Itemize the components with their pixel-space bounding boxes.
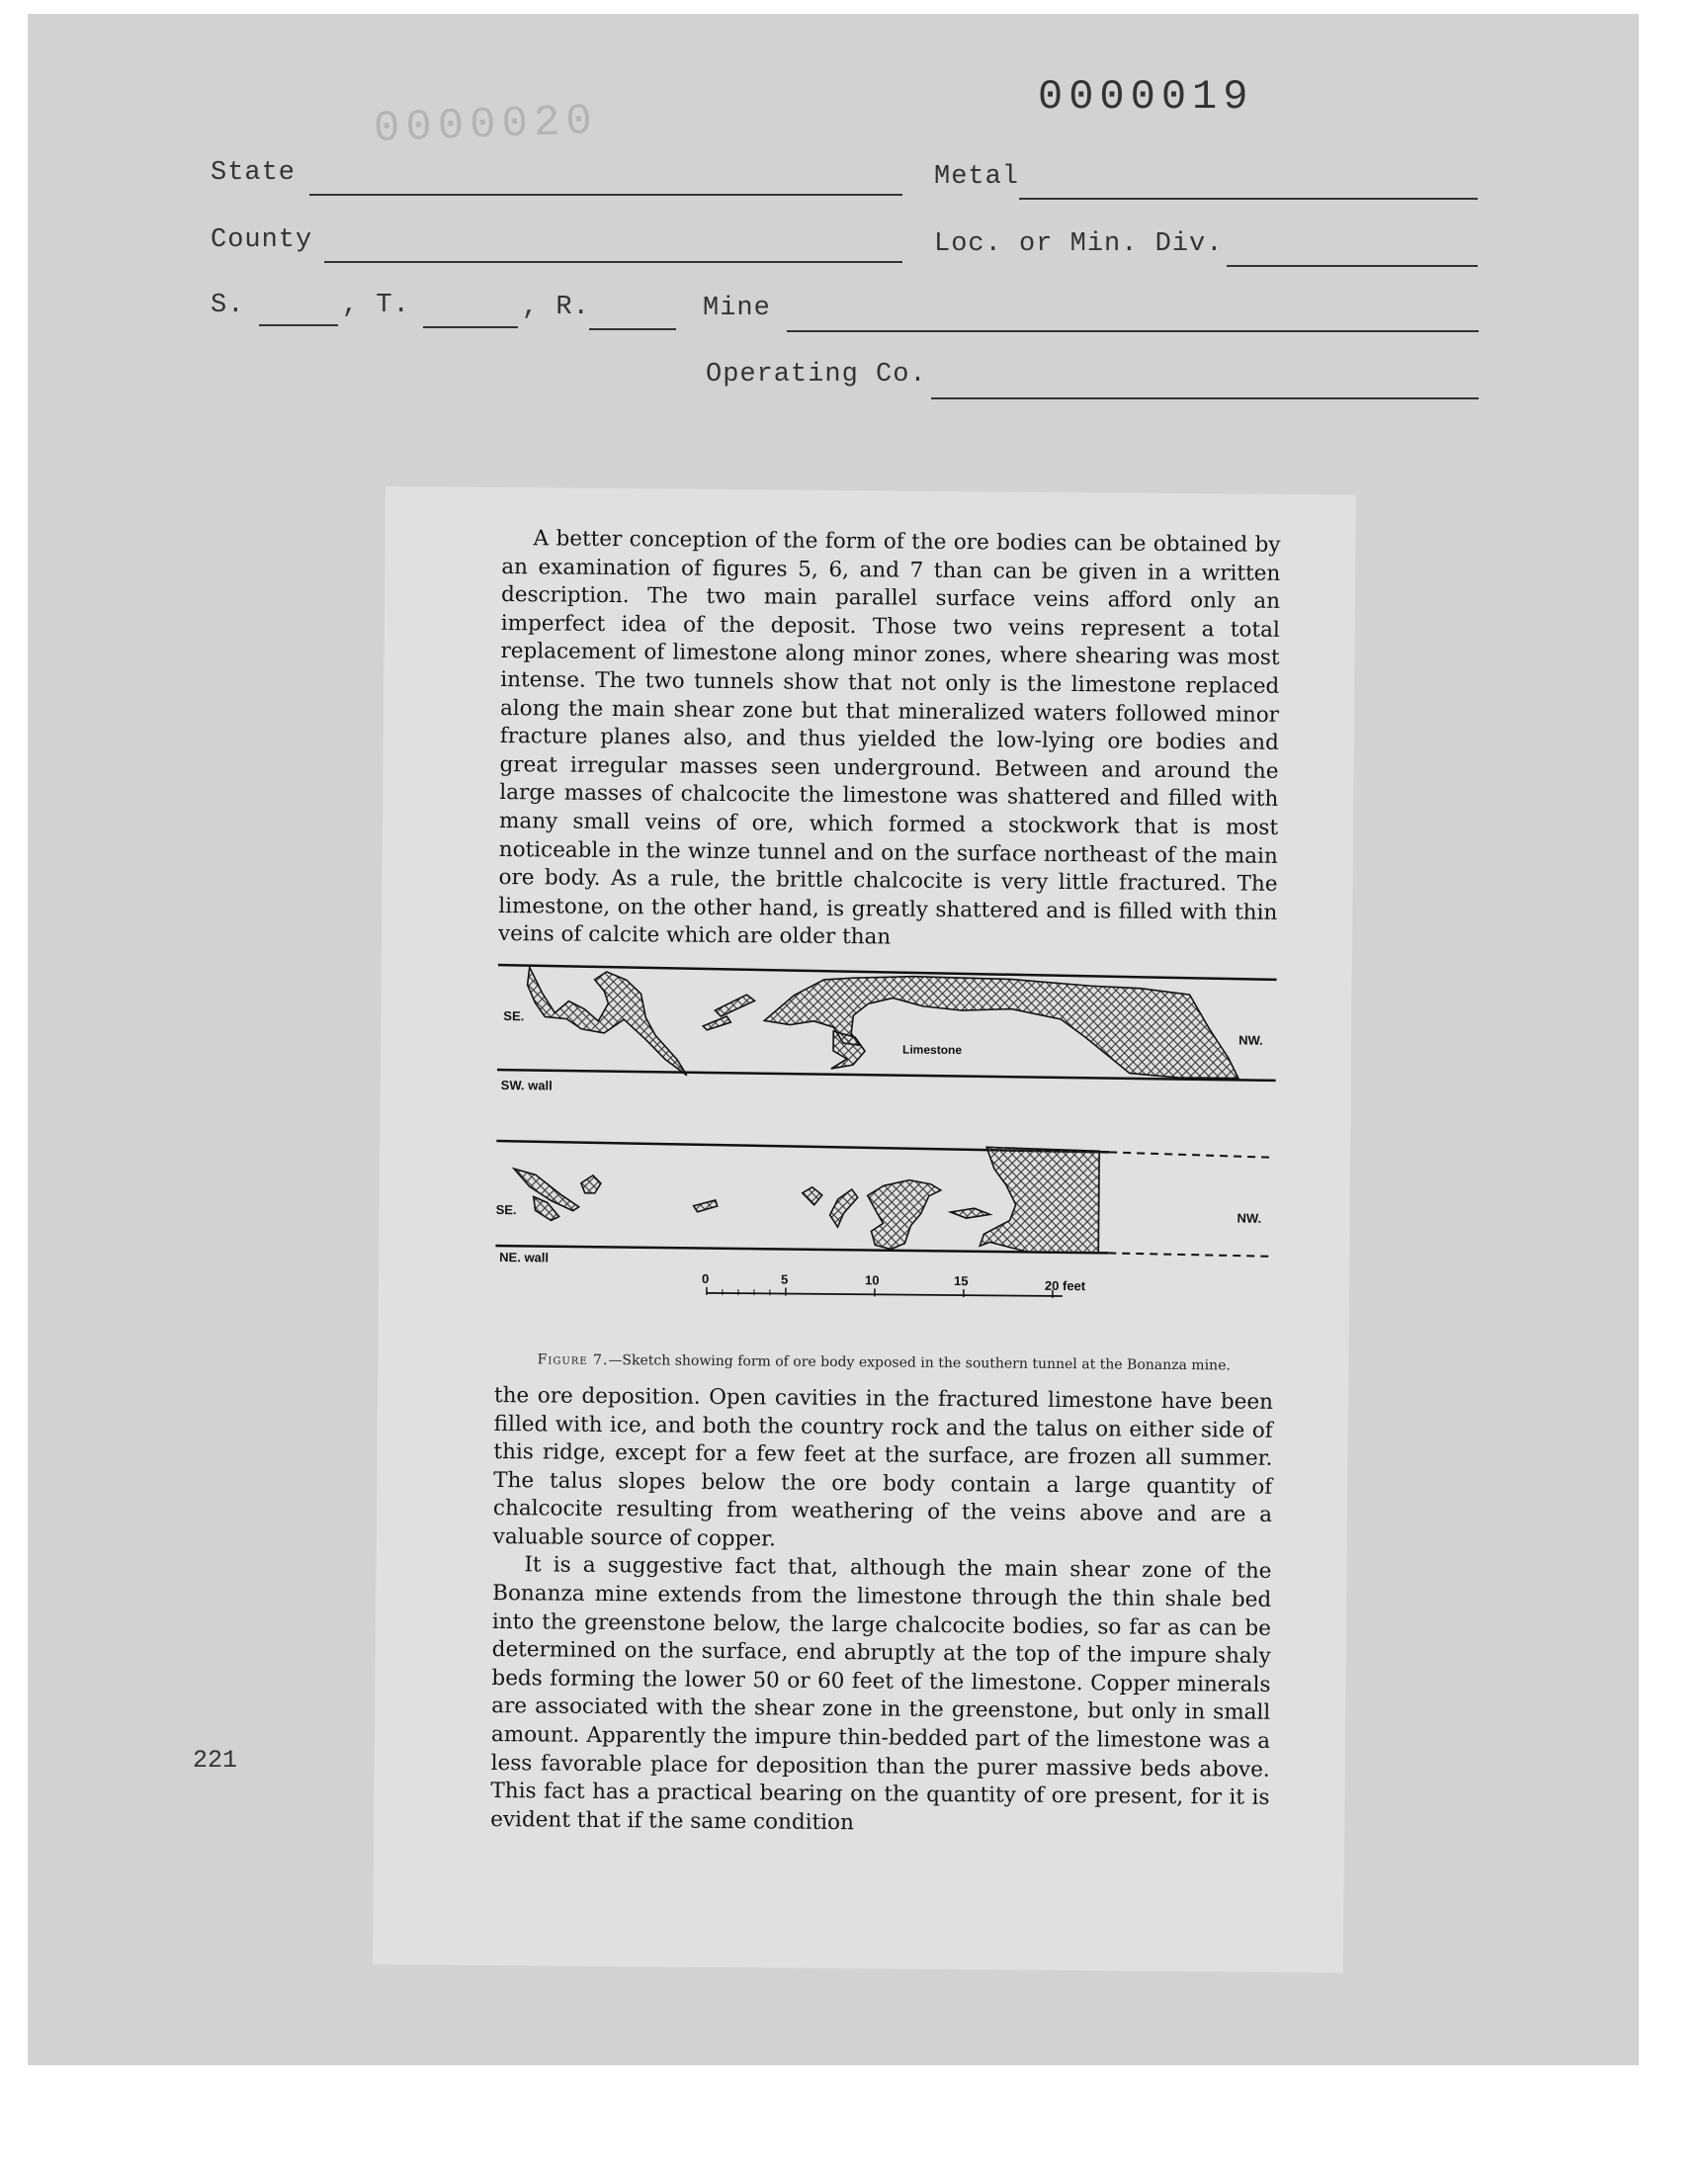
scale-bar-line <box>707 1293 1063 1296</box>
lower-ore-lens-5 <box>803 1187 822 1205</box>
upper-se-label: SE. <box>503 1007 525 1024</box>
article-paragraph-3: It is a suggestive fact that, although the main shear zone of the Bonanza mine extends from the limestone through the thin shale bed into the greenstone below, the large chalcocite bodies, so far as can be determined on the surface, end abruptly at the top of the impure shaly beds forming the lower 50 or 60 feet of the limestone. Copper minerals are associated with the shear zone in the greenstone, but only in small amount. Apparently the impure thin-bedded part of the limestone was a less favorable place for deposition than the purer massive beds above. This fact has a practical bearing on the quantity of ore present, for it is evident that if the same condition <box>490 1552 1272 1835</box>
article-clipping <box>373 486 1356 1973</box>
lower-nw-label: NW. <box>1237 1210 1262 1226</box>
article-paragraph-1: A better conception of the form of the ore bodies can be obtained by an examination of figures 5, 6, and 7 than can be given in a written description. The two main parallel surface veins afford only an imperfect idea of the deposit. Those two veins represent a total replacement of limestone along minor zones, where shearing was most intense. The two tunnels show that not only is the limestone replaced along the main shear zone but that mineralized waters followed minor fracture planes also, and thus yielded the low-lying ore bodies and great irregular masses seen underground. Between and around the large masses of chalcocite the limestone was shattered and filled with many small veins of ore, which formed a stockwork that is most noticeable in the winze tunnel and on the surface northeast of the main ore body. As a rule, the brittle chalcocite is very little fractured. The limestone, on the other hand, is greatly shattered and is filled with thin veins of calcite which are older than <box>497 526 1281 950</box>
figure-caption-prefix: Figure 7. <box>537 1351 609 1368</box>
scale-tick-15: 15 <box>953 1272 969 1289</box>
figure-caption-text: —Sketch showing form of ore body exposed in the southern tunnel at the Bonanza mine. <box>608 1351 1231 1374</box>
article-paragraph-2: the ore deposition. Open cavities in the fractured limestone have been filled with ice, and both the country rock and the talus on either side of this ridge, except for a few feet at the surface, are frozen all summer. The talus slopes below the ore body contain a large quantity of chalcocite resulting from weathering of the veins above and are a valuable source of copper. <box>492 1382 1274 1552</box>
operating-co-field-line[interactable] <box>931 397 1479 399</box>
state-field-line[interactable] <box>309 194 902 196</box>
state-label: State <box>211 158 297 188</box>
upper-nw-label: NW. <box>1238 1032 1263 1048</box>
sw-wall-label: SW. wall <box>500 1077 553 1093</box>
lower-ore-lens-4 <box>694 1200 718 1212</box>
lower-ore-lens-3 <box>581 1175 601 1193</box>
document-stamp-number: 0000019 <box>1038 73 1254 121</box>
loc-label: Loc. or Min. Div. <box>934 229 1224 259</box>
figure-caption <box>504 1350 1263 1375</box>
lower-ore-lens-6 <box>829 1189 857 1227</box>
figure-7 <box>494 963 1276 1348</box>
lower-tunnel-floor-dashed <box>1108 1253 1274 1256</box>
scale-bar <box>702 1271 1086 1298</box>
page-number: 221 <box>193 1746 238 1775</box>
upper-ore-lens-2 <box>703 1016 730 1030</box>
ne-wall-label: NE. wall <box>499 1249 550 1265</box>
operating-co-label: Operating Co. <box>706 360 927 390</box>
county-label: County <box>211 225 313 255</box>
lower-tunnel-roof-dashed <box>1109 1152 1275 1157</box>
scale-tick-0: 0 <box>701 1270 710 1286</box>
township-label: , T. <box>342 291 410 320</box>
section-label: S. <box>211 291 245 320</box>
upper-ore-lens-1 <box>715 995 754 1016</box>
mine-field-line[interactable] <box>787 330 1479 332</box>
scale-tick-5: 5 <box>780 1271 789 1287</box>
metal-label: Metal <box>934 162 1020 192</box>
upper-ore-body-main <box>764 975 1239 1078</box>
lower-ore-body-mid <box>867 1179 941 1250</box>
loc-field-line[interactable] <box>1227 265 1478 267</box>
mine-label: Mine <box>703 294 771 323</box>
lower-ore-body-main <box>980 1147 1099 1253</box>
lower-tunnel-section <box>495 1141 1275 1271</box>
limestone-label: Limestone <box>901 1042 963 1058</box>
county-field-line[interactable] <box>324 261 902 263</box>
upper-tunnel-section <box>497 965 1277 1099</box>
lower-se-label: SE. <box>495 1201 517 1218</box>
upper-ore-body-se <box>527 967 688 1075</box>
metal-field-line[interactable] <box>1019 198 1478 200</box>
upper-ore-hook <box>831 1031 865 1069</box>
article-body <box>490 525 1281 1841</box>
faded-stamp-number: 0000020 <box>373 97 599 154</box>
township-field-line[interactable] <box>423 326 518 328</box>
scale-tick-20: 20 feet <box>1044 1277 1086 1294</box>
scale-tick-10: 10 <box>864 1272 880 1288</box>
range-label: , R. <box>522 293 590 322</box>
section-field-line[interactable] <box>259 324 338 326</box>
ore-body-sketch <box>494 963 1276 1348</box>
range-field-line[interactable] <box>589 328 676 330</box>
lower-ore-lens-7 <box>951 1208 990 1218</box>
